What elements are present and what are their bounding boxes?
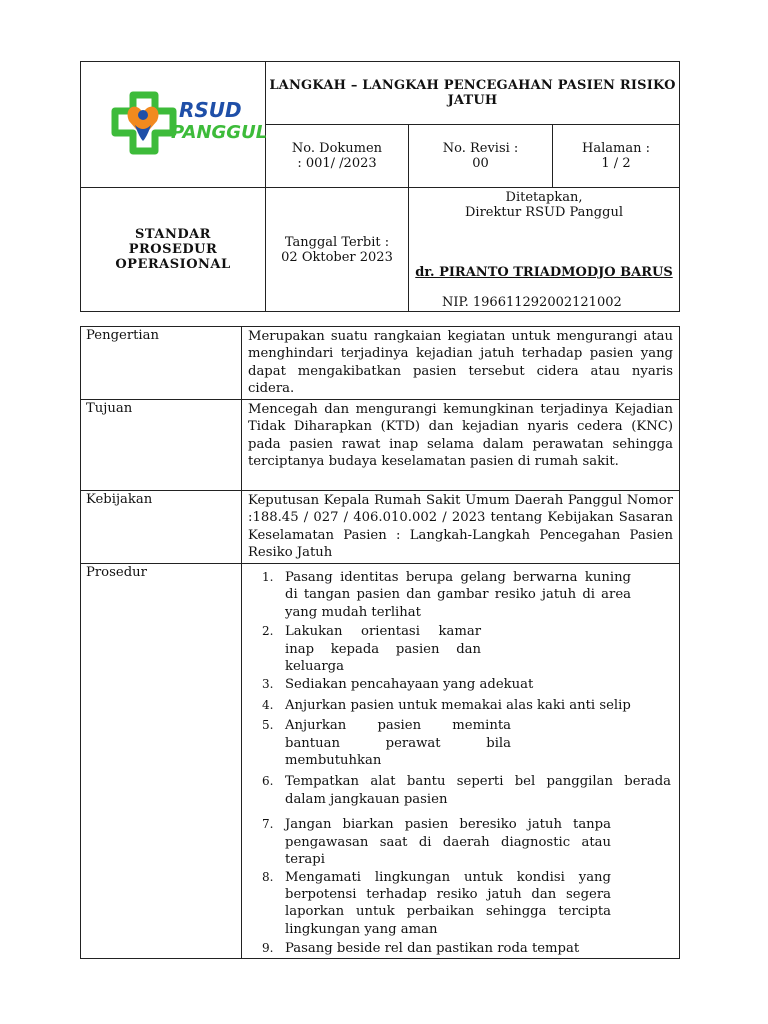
procedure-list <box>248 569 671 958</box>
logo-text-panggul: PANGGUL <box>171 121 268 143</box>
policy-text: Keputusan Kepala Rumah Sakit Umum Daerah Panggul Nomor :188.45 / 027 / 406.010.002 / 2023 tentang Kebijakan Sasaran Keselamatan Pasien : Langkah-Langkah Pencegahan Pasien Resiko Jatuh <box>242 491 680 564</box>
director-title: Direktur RSUD Panggul <box>465 205 623 220</box>
director-name: dr. PIRANTO TRIADMODJO BARUS <box>415 265 673 280</box>
sop-line-2: PROSEDUR <box>128 242 218 257</box>
logo-text-rsud: RSUD <box>179 97 242 122</box>
signature-cell <box>409 188 680 312</box>
document-number-cell <box>266 125 409 188</box>
policy-label: Kebijakan <box>81 491 242 564</box>
document-title: LANGKAH – LANGKAH PENCEGAHAN PASIEN RISIKO JATUH <box>266 62 680 125</box>
document-number-value: : 001/ /2023 <box>297 156 377 171</box>
rsud-panggul-logo <box>93 85 268 165</box>
procedure-step: 9. Pasang beside rel dan pastikan roda tempat <box>262 941 580 957</box>
logo-cell <box>81 62 266 188</box>
page-value: 1 / 2 <box>601 156 631 171</box>
document-header-table <box>80 61 680 312</box>
procedure-label: Prosedur <box>81 564 242 959</box>
page-label: Halaman : <box>582 141 650 156</box>
revision-value: 00 <box>472 156 489 171</box>
director-nip: NIP. 196611292002121002 <box>442 295 622 310</box>
procedure-step: 4. Anjurkan pasien untuk memakai alas kaki anti selip <box>262 697 631 713</box>
sop-line-1: STANDAR <box>135 227 211 242</box>
definition-label: Pengertian <box>81 327 242 400</box>
sop-title-cell <box>81 188 266 312</box>
procedure-step: 5. Anjurkan pasien meminta bantuan perawat bila membutuhkan <box>262 718 511 769</box>
procedure-step: 1. Pasang identitas berupa gelang berwarna kuning di tangan pasien dan gambar resiko jatuh di area yang mudah terlihat <box>262 570 631 620</box>
procedure-step: 3. Sediakan pencahayaan yang adekuat <box>262 677 534 693</box>
established-label: Ditetapkan, <box>505 190 583 205</box>
purpose-label: Tujuan <box>81 400 242 491</box>
procedure-step: 7. Jangan biarkan pasien beresiko jatuh tanpa pengawasan saat di daerah diagnostic atau terapi <box>262 817 611 868</box>
sop-content-table <box>80 326 680 959</box>
issue-date-cell <box>266 188 409 312</box>
procedure-step: 8. Mengamati lingkungan untuk kondisi yang berpotensi terhadap resiko jatuh dan segera laporkan untuk perbaikan sehingga tercipta lingkungan yang aman <box>262 869 611 937</box>
procedure-step: 2. Lakukan orientasi kamar inap kepada pasien dan keluarga <box>262 624 481 675</box>
procedure-step: 6. Tempatkan alat bantu seperti bel panggilan berada dalam jangkauan pasien <box>262 774 671 807</box>
revision-cell <box>409 125 553 188</box>
issue-date-value: 02 Oktober 2023 <box>281 249 393 265</box>
issue-date-label: Tanggal Terbit : <box>284 234 390 250</box>
sop-line-3: OPERASIONAL <box>115 257 231 272</box>
procedure-cell <box>242 564 680 959</box>
page-cell <box>553 125 680 188</box>
document-number-label: No. Dokumen <box>291 141 383 156</box>
definition-text: Merupakan suatu rangkaian kegiatan untuk mengurangi atau menghindari terjadinya kejadian jatuh terhadap pasien yang dapat mengakibatkan pasien tersebut cidera atau nyaris cidera. <box>242 327 680 400</box>
revision-label: No. Revisi : <box>442 141 519 156</box>
purpose-text: Mencegah dan mengurangi kemungkinan terjadinya Kejadian Tidak Diharapkan (KTD) dan kejadian nyaris cedera (KNC) pada pasien rawat inap selama dalam perawatan sehingga terciptanya budaya keselamatan pasien di rumah sakit. <box>242 400 680 491</box>
